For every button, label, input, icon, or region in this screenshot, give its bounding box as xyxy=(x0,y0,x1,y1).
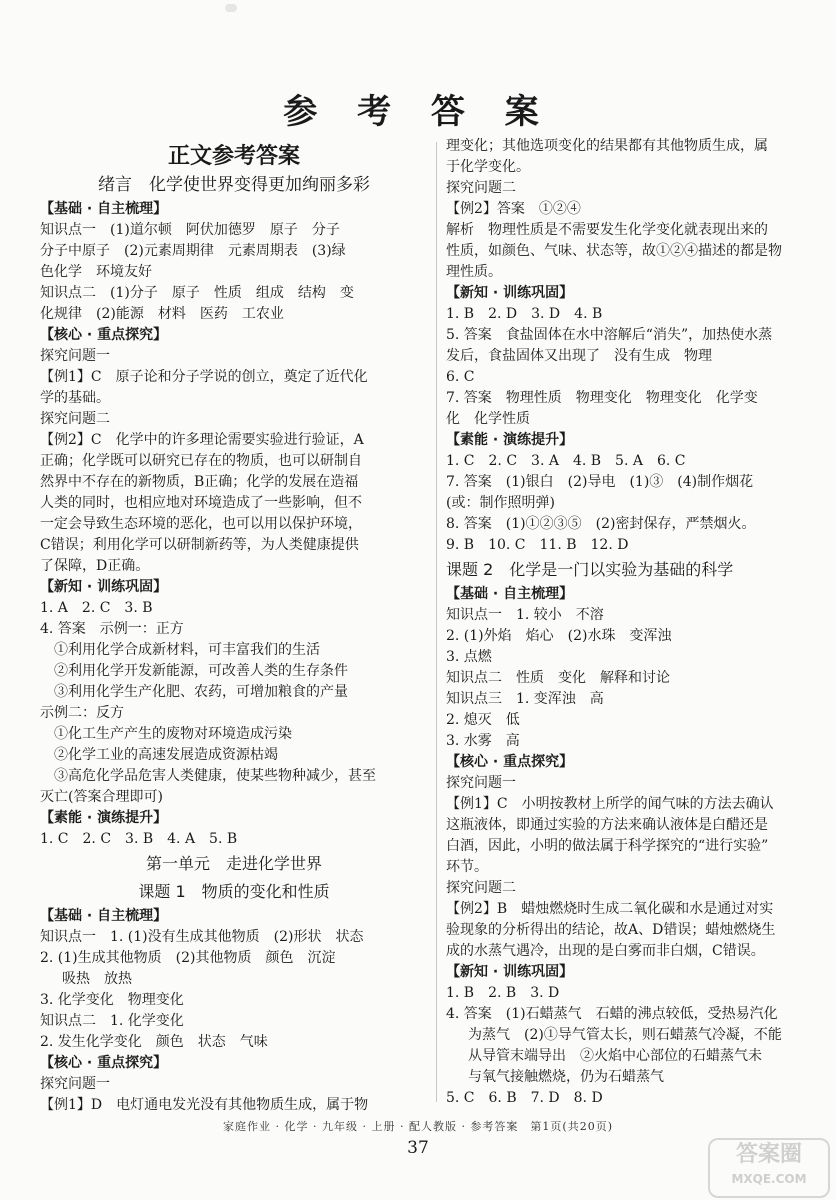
subsection-label: 【核心 · 重点探究】 xyxy=(446,754,574,770)
text-line: 知识点三 1. 变浑浊 高 xyxy=(446,691,604,707)
text-line: 人类的同时，也相应地对环境造成了一些影响，但不 xyxy=(40,495,362,511)
text-line: 2. (1)外焰 焰心 (2)水珠 变浑浊 xyxy=(446,628,672,644)
text-line: 探究问题一 xyxy=(40,348,110,364)
text-line: 一定会导致生态环境的恶化，也可以用以保护环境， xyxy=(40,516,362,532)
watermark-logo xyxy=(708,1138,830,1198)
text-line: 性质，如颜色、气味、状态等，故①②④描述的都是物 xyxy=(446,243,782,259)
text-line: (或：制作照明弹) xyxy=(446,495,555,511)
text-line: 知识点一 (1)道尔顿 阿伏加德罗 原子 分子 xyxy=(40,222,340,238)
text-line: 理变化；其他选项变化的结果都有其他物质生成，属 xyxy=(446,138,768,154)
column-divider xyxy=(436,142,437,1102)
text-line: 于化学变化。 xyxy=(446,159,530,175)
text-line: 2. (1)生成其他物质 (2)其他物质 颜色 沉淀 xyxy=(40,950,336,966)
text-line: 正确；化学既可以研究已存在的物质，也可以研制自 xyxy=(40,453,362,469)
text-line: 2. 发生化学变化 颜色 状态 气味 xyxy=(40,1034,268,1050)
text-line: 5. 答案 食盐固体在水中溶解后“消失”，加热使水蒸 xyxy=(446,327,773,343)
page-number: 37 xyxy=(407,1138,429,1158)
text-line: 验现象的分析得出的结论，故A、D错误；蜡烛燃烧生 xyxy=(446,922,776,938)
text-line: 探究问题二 xyxy=(446,880,516,896)
text-line: 知识点二 1. 化学变化 xyxy=(40,1013,184,1029)
subsection-label: 【新知 · 训练巩固】 xyxy=(40,579,168,595)
right-column xyxy=(446,136,808,1109)
text-line: 成的水蒸气遇冷，出现的是白雾而非白烟，C错误。 xyxy=(446,943,765,959)
text-line: 色化学 环境友好 xyxy=(40,264,152,280)
text-line: 这瓶液体，即通过实验的方法来确认液体是白醋还是 xyxy=(446,817,768,833)
text-line: 白酒，因此，小明的做法属于科学探究的“进行实验” xyxy=(446,838,769,854)
text-line: 理性质。 xyxy=(446,264,502,280)
text-line: C错误；利用化学可以研制新药等，为人类健康提供 xyxy=(40,537,359,553)
text-line: 然界中不存在的新物质，B正确；化学的发展在造福 xyxy=(40,474,359,490)
text-line: 4. 答案 (1)石蜡蒸气 石蜡的沸点较低，受热易汽化 xyxy=(446,1006,778,1022)
watermark-bottom: MXQE.COM xyxy=(731,1172,807,1186)
text-line: 探究问题二 xyxy=(40,411,110,427)
text-line: 【例1】D 电灯通电发光没有其他物质生成，属于物 xyxy=(40,1097,369,1113)
text-line: 3. 点燃 xyxy=(446,649,492,665)
text-line: 知识点一 1. (1)没有生成其他物质 (2)形状 状态 xyxy=(40,929,364,945)
text-line: 3. 化学变化 物理变化 xyxy=(40,992,184,1008)
text-line: 化 化学性质 xyxy=(446,411,530,427)
text-line: 9. B 10. C 11. B 12. D xyxy=(446,537,629,553)
text-line: ②化学工业的高速发展造成资源枯竭 xyxy=(54,747,278,763)
text-line: 5. C 6. B 7. D 8. D xyxy=(446,1090,603,1106)
text-line: 示例二：反方 xyxy=(40,705,124,721)
text-line: 知识点二 (1)分子 原子 性质 组成 结构 变 xyxy=(40,285,354,301)
text-line: 学的基础。 xyxy=(40,390,110,406)
subsection-label: 【素能 · 演练提升】 xyxy=(40,810,168,826)
text-line: 6. C xyxy=(446,369,475,385)
text-line: 7. 答案 (1)银白 (2)导电 (1)③ (4)制作烟花 xyxy=(446,474,754,490)
text-line: 化规律 (2)能源 材料 医药 工农业 xyxy=(40,306,284,322)
text-line: 探究问题一 xyxy=(40,1076,110,1092)
text-line: 分子中原子 (2)元素周期律 元素周期表 (3)绿 xyxy=(40,243,346,259)
subsection-label: 【基础 · 自主梳理】 xyxy=(40,201,168,217)
text-line: 环节。 xyxy=(446,859,488,875)
text-line: ③高危化学品危害人类健康，使某些物种减少，甚至 xyxy=(54,768,376,784)
text-line: 知识点一 1. 较小 不溶 xyxy=(446,607,604,623)
subsection-label: 【基础 · 自主梳理】 xyxy=(446,586,574,602)
text-line: 【例1】C 小明按教材上所学的闻气味的方法去确认 xyxy=(446,796,774,812)
text-line: 【例2】B 蜡烛燃烧时生成二氧化碳和水是通过对实 xyxy=(446,901,774,917)
left-column xyxy=(40,142,428,1116)
footer-text: 家庭作业 · 化学 · 九年级 · 上册 · 配人教版 · 参考答案 第1页(共20页) xyxy=(222,1120,614,1133)
text-line: 知识点二 性质 变化 解释和讨论 xyxy=(446,670,670,686)
text-line: 1. B 2. D 3. D 4. B xyxy=(446,306,603,322)
text-line: 探究问题二 xyxy=(446,180,516,196)
text-line: 1. B 2. B 3. D xyxy=(446,985,560,1001)
text-line: 从导管末端导出 ②火焰中心部位的石蜡蒸气未 xyxy=(468,1048,762,1064)
page-title: 参 考 答 案 xyxy=(283,92,553,132)
text-line: 为蒸气 (2)①导气管太长，则石蜡蒸气冷凝，不能 xyxy=(468,1027,782,1043)
text-line: 发后，食盐固体又出现了 没有生成 物理 xyxy=(446,348,712,364)
text-line: 1. C 2. C 3. B 4. A 5. B xyxy=(40,831,238,847)
subsection-label: 【基础 · 自主梳理】 xyxy=(40,908,168,924)
text-line: 7. 答案 物理性质 物理变化 物理变化 化学变 xyxy=(446,390,758,406)
text-line: 灭亡(答案合理即可) xyxy=(40,789,163,805)
text-line: 解析 物理性质是不需要发生化学变化就表现出来的 xyxy=(446,222,768,238)
text-line: 【例1】C 原子论和分子学说的创立，奠定了近代化 xyxy=(40,369,368,385)
text-line: 了保障，D正确。 xyxy=(40,558,150,574)
text-line: 【例2】C 化学中的许多理论需要实验进行验证，A xyxy=(40,432,364,448)
text-line: 3. 水雾 高 xyxy=(446,733,520,749)
text-line: ①利用化学合成新材料，可丰富我们的生活 xyxy=(54,642,320,658)
text-line: 2. 熄灭 低 xyxy=(446,712,520,728)
text-line: ③利用化学生产化肥、农药，可增加粮食的产量 xyxy=(54,684,348,700)
subsection-label: 【核心 · 重点探究】 xyxy=(40,1055,168,1071)
lesson-heading: 课题 2 化学是一门以实验为基础的科学 xyxy=(446,560,734,579)
chapter-heading: 绪言 化学使世界变得更加绚丽多彩 xyxy=(98,175,370,195)
subsection-label: 【新知 · 训练巩固】 xyxy=(446,964,574,980)
scan-mark xyxy=(225,4,237,12)
text-line: 与氧气接触燃烧，仍为石蜡蒸气 xyxy=(468,1069,664,1085)
text-line: 4. 答案 示例一：正方 xyxy=(40,621,184,637)
text-line: 吸热 放热 xyxy=(62,971,132,987)
text-line: ①化工生产产生的废物对环境造成污染 xyxy=(54,726,292,742)
watermark-top: 答案圈 xyxy=(735,1142,802,1167)
text-line: 8. 答案 (1)①②③⑤ (2)密封保存，严禁烟火。 xyxy=(446,516,756,532)
subsection-label: 【素能 · 演练提升】 xyxy=(446,432,574,448)
text-line: 1. C 2. C 3. A 4. B 5. A 6. C xyxy=(446,453,686,469)
section-heading: 正文参考答案 xyxy=(167,144,300,169)
subsection-label: 【新知 · 训练巩固】 xyxy=(446,285,574,301)
subsection-label: 【核心 · 重点探究】 xyxy=(40,327,168,343)
text-line: ②利用化学开发新能源，可改善人类的生存条件 xyxy=(54,663,348,679)
text-line: 1. A 2. C 3. B xyxy=(40,600,153,616)
lesson-heading: 课题 1 物质的变化和性质 xyxy=(138,882,330,901)
text-line: 探究问题一 xyxy=(446,775,516,791)
lesson-heading: 第一单元 走进化学世界 xyxy=(145,854,322,873)
text-line: 【例2】答案 ①②④ xyxy=(446,201,581,217)
